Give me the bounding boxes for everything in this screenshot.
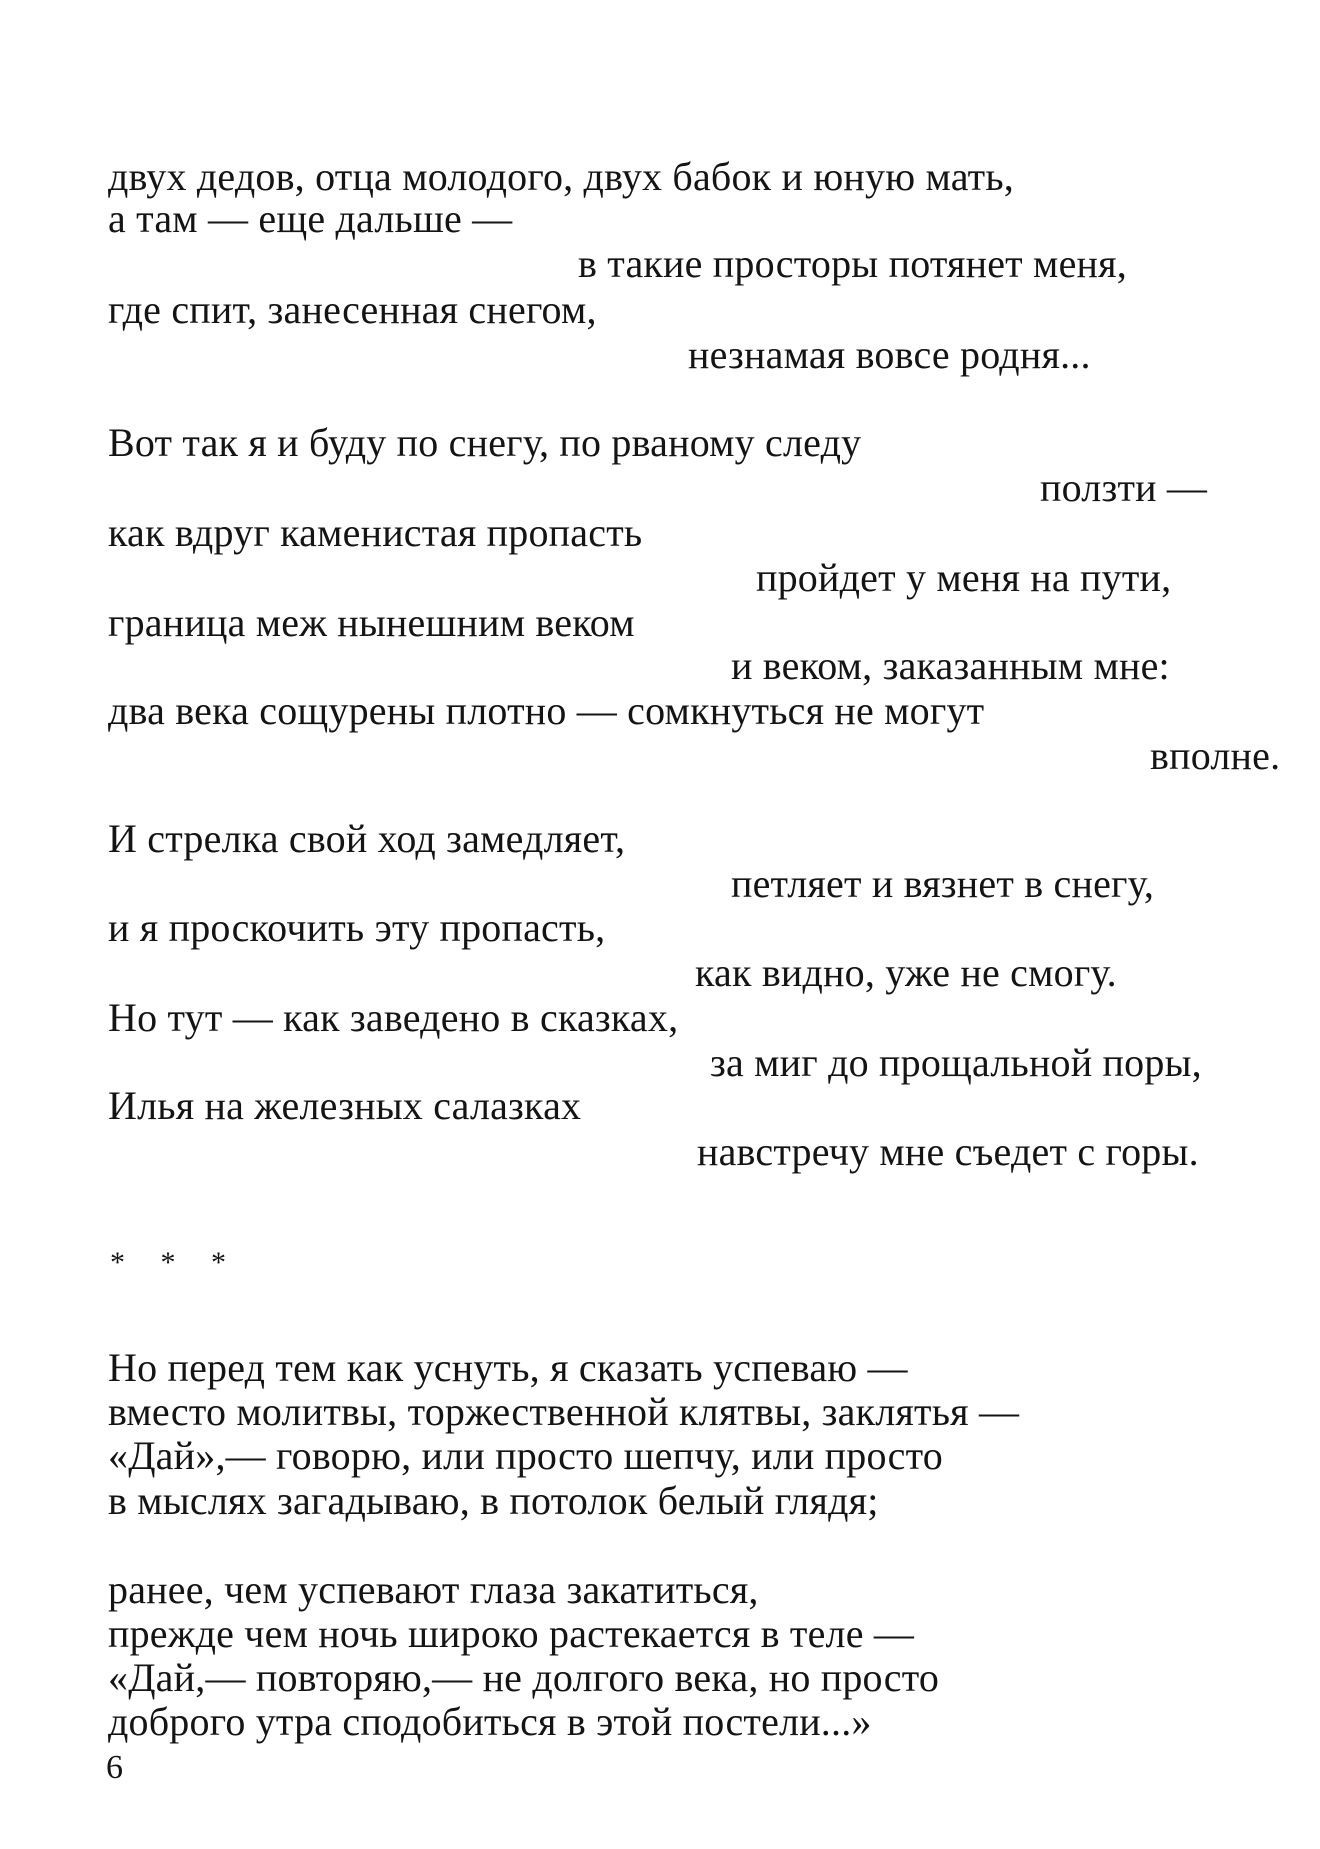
poem-line: где спит, занесенная снегом, (108, 287, 597, 332)
poem-line: двух дедов, отца молодого, двух бабок и юную мать, (108, 154, 1014, 199)
poem-line: ползти — (1040, 465, 1208, 510)
page-number: 6 (106, 1749, 123, 1786)
poem-line: а там — еще дальше — (108, 196, 513, 241)
poem-line: И стрелка свой ход замедляет, (108, 816, 626, 861)
poem-line: вполне. (1150, 733, 1281, 778)
poem-line: Вот так я и буду по снегу, по рваному следу (108, 420, 862, 465)
poem-line: и веком, заказанным мне: (731, 643, 1170, 688)
poem-line: в такие просторы потянет меня, (578, 241, 1127, 286)
poem-line: за миг до прощальной поры, (710, 1040, 1202, 1085)
poem-line: незнамая вовсе родня... (688, 332, 1091, 377)
poem-line: прежде чем ночь широко растекается в теле — (108, 1611, 915, 1656)
poem-line: Но перед тем как уснуть, я сказать успеваю — (108, 1345, 908, 1390)
poem-line: ранее, чем успевают глаза закатиться, (108, 1567, 759, 1612)
poem-line: «Дай,— повторяю,— не долгого века, но просто (108, 1655, 940, 1700)
poem-line: два века сощурены плотно — сомкнуться не могут (108, 688, 985, 733)
poem-line: как видно, уже не смогу. (695, 950, 1117, 995)
poem-line: вместо молитвы, торжественной клятвы, заклятья — (108, 1389, 1020, 1434)
poem-line: навстречу мне съедет с горы. (697, 1129, 1199, 1174)
poem-line: в мыслях загадываю, в потолок белый глядя; (108, 1478, 879, 1523)
poem-line: Илья на железных салазках (108, 1083, 582, 1128)
poem-line: доброго утра сподобиться в этой постели...» (108, 1699, 872, 1744)
poem-line: как вдруг каменистая пропасть (108, 510, 643, 555)
poem-line: и я проскочить эту пропасть, (108, 905, 606, 950)
section-separator: * * * (110, 1246, 240, 1279)
poem-line: «Дай»,— говорю, или просто шепчу, или просто (108, 1433, 943, 1478)
poem-line: пройдет у меня на пути, (756, 555, 1172, 600)
poem-line: граница меж нынешним веком (108, 600, 635, 645)
poem-line: Но тут — как заведено в сказках, (108, 995, 679, 1040)
poem-line: петляет и вязнет в снегу, (731, 861, 1155, 906)
